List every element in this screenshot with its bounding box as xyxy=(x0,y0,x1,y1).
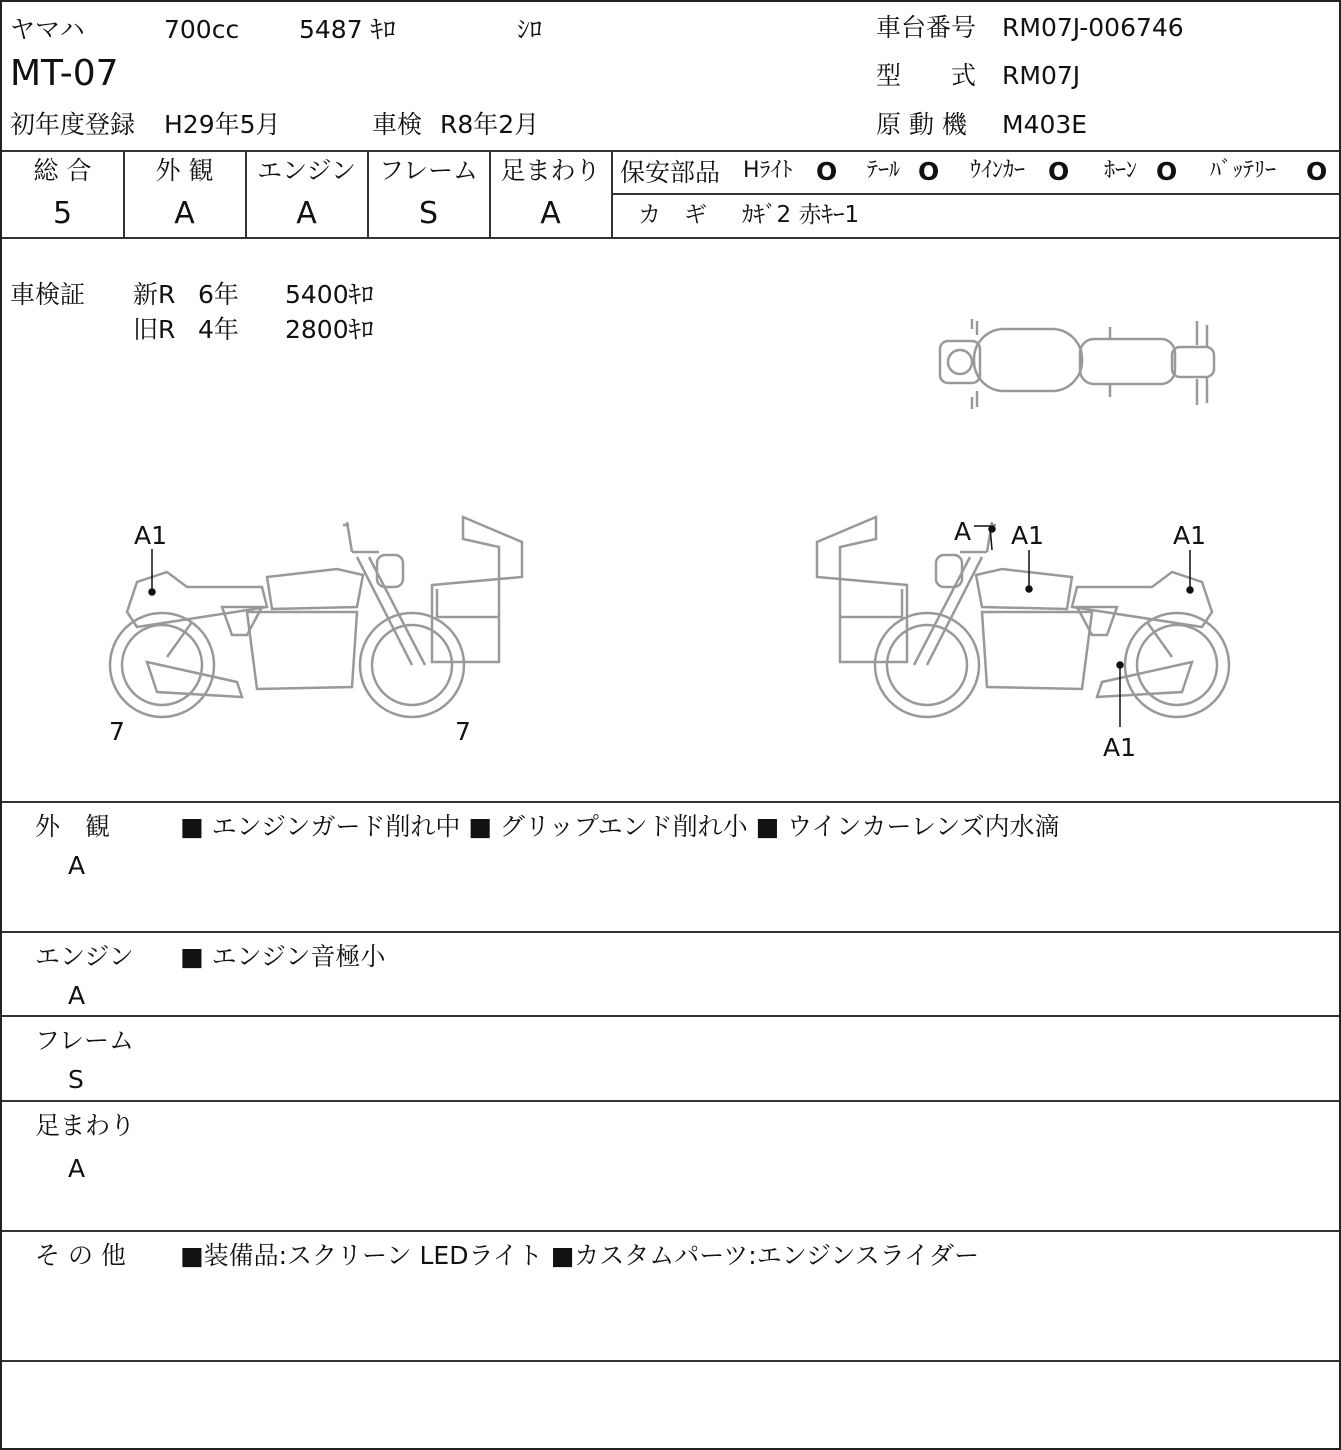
mark-left-rear-tire: 7 xyxy=(109,717,125,746)
grade-label-suspension: 足まわり xyxy=(500,156,601,185)
safety-parts-label: 保安部品 xyxy=(620,158,721,187)
safety-status-headlight: O xyxy=(816,157,838,186)
grade-value-overall: 5 xyxy=(52,196,73,231)
remark-label-exterior: 外 観 xyxy=(35,812,111,841)
remark-grade-exterior: A xyxy=(68,851,86,880)
mark-right-a1-bottom: A1 xyxy=(1103,733,1137,762)
safety-item-battery: ﾊﾞｯﾃﾘｰ xyxy=(1210,158,1277,183)
cert-type-old: 旧R xyxy=(133,315,176,344)
model-code-value: RM07J xyxy=(1002,61,1081,90)
grid-line xyxy=(2,931,1339,933)
grid-line xyxy=(2,1360,1339,1362)
cert-years-old: 4年 xyxy=(198,315,239,344)
mark-right-a1-tank: A1 xyxy=(1011,521,1045,550)
inspection-label: 車検 xyxy=(372,110,423,139)
engine-value: M403E xyxy=(1002,110,1088,139)
safety-status-horn: O xyxy=(1156,157,1178,186)
key-value: ｶｷﾞ2 赤ｷｰ1 xyxy=(742,202,860,228)
cert-label: 車検証 xyxy=(10,280,86,309)
safety-item-headlight: Hﾗｲﾄ xyxy=(743,158,793,183)
grade-value-engine: A xyxy=(296,196,317,231)
remark-label-other: そ の 他 xyxy=(35,1241,126,1270)
grid-line xyxy=(2,801,1339,803)
cert-type-new: 新R xyxy=(133,280,176,309)
damage-pointer-lines xyxy=(2,2,1339,802)
grade-label-exterior: 外 観 xyxy=(155,156,214,185)
grade-label-overall: 総 合 xyxy=(33,156,92,185)
key-label: カ ギ xyxy=(638,202,707,228)
frame-no-value: RM07J-006746 xyxy=(1002,13,1184,42)
mark-right-a1-tail: A1 xyxy=(1173,521,1207,550)
model-code-label: 型 式 xyxy=(876,61,977,90)
mileage: 5487 ｷﾛ xyxy=(299,15,396,44)
inspection-value: R8年2月 xyxy=(440,110,540,139)
safety-status-battery: O xyxy=(1306,157,1328,186)
safety-item-horn: ﾎｰﾝ xyxy=(1104,158,1138,183)
grid-line xyxy=(2,1015,1339,1017)
remark-grade-suspension: A xyxy=(68,1154,86,1183)
grid-line xyxy=(2,1230,1339,1232)
displacement: 700cc xyxy=(164,15,240,44)
maker: ヤマハ xyxy=(10,15,85,44)
cert-price-new: 5400ｷﾛ xyxy=(285,280,374,309)
first-registration-label: 初年度登録 xyxy=(10,110,136,139)
safety-status-winker: O xyxy=(1048,157,1070,186)
engine-label: 原 動 機 xyxy=(876,110,967,139)
safety-item-winker: ｳｲﾝｶｰ xyxy=(970,158,1026,183)
model-name: MT-07 xyxy=(10,53,119,94)
remark-notes-exterior: ■ エンジンガード削れ中 ■ グリップエンド削れ小 ■ ウインカーレンズ内水滴 xyxy=(180,812,1060,841)
first-registration-value: H29年5月 xyxy=(164,110,281,139)
grid-line xyxy=(2,1100,1339,1102)
remark-notes-other: ■装備品:スクリーン LEDライト ■カスタムパーツ:エンジンスライダー xyxy=(180,1241,979,1270)
remark-grade-engine: A xyxy=(68,981,86,1010)
grade-label-frame: フレーム xyxy=(378,156,478,185)
remark-label-suspension: 足まわり xyxy=(35,1111,136,1140)
grade-value-exterior: A xyxy=(174,196,195,231)
remark-notes-engine: ■ エンジン音極小 xyxy=(180,942,386,971)
frame-no-label: 車台番号 xyxy=(876,13,977,42)
mark-right-a-dash: A xyxy=(954,517,972,546)
cert-price-old: 2800ｷﾛ xyxy=(285,315,374,344)
remark-label-engine: エンジン xyxy=(35,942,134,971)
remark-grade-frame: S xyxy=(68,1065,84,1094)
cert-years-new: 6年 xyxy=(198,280,239,309)
grade-label-engine: エンジン xyxy=(257,156,356,185)
grade-value-suspension: A xyxy=(540,196,561,231)
remark-label-frame: フレーム xyxy=(35,1026,135,1055)
mark-left-front-tire: 7 xyxy=(455,717,471,746)
safety-item-tail: ﾃｰﾙ xyxy=(867,158,901,183)
mark-left-a1: A1 xyxy=(134,521,168,550)
grade-value-frame: S xyxy=(418,196,439,231)
color: ｼﾛ xyxy=(517,15,543,44)
safety-status-tail: O xyxy=(918,157,940,186)
